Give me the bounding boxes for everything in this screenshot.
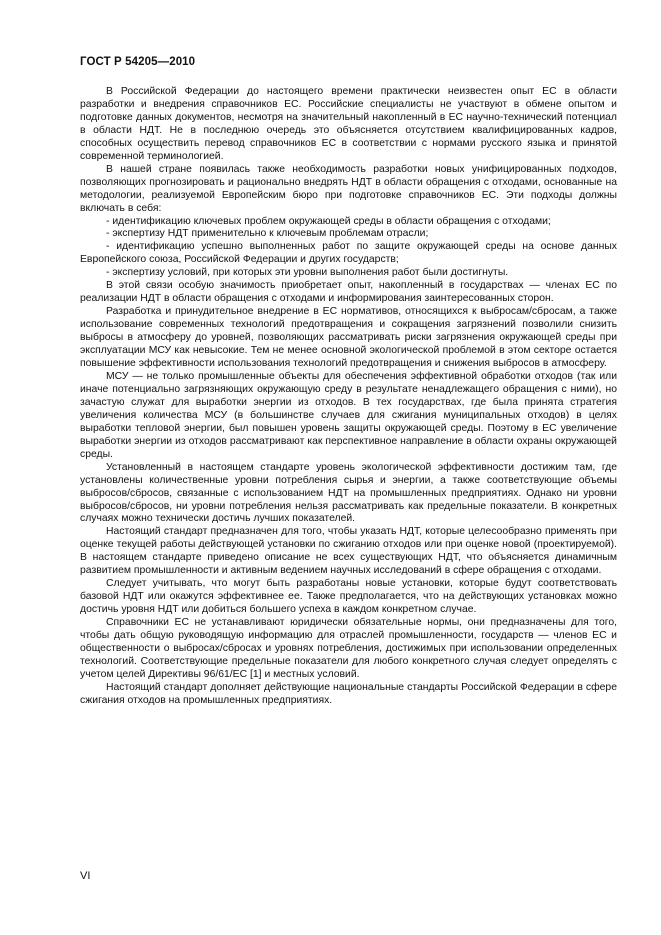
document-code-header: ГОСТ Р 54205—2010 — [80, 56, 196, 68]
page-number: VI — [80, 870, 91, 882]
paragraph: МСУ — не только промышленные объекты для обеспечения эффективной обработки отходов (так или иначе потенциально загрязняющих окружающую среду в результате ненадлежащего обращения с ними), но зачастую служат для выработки энергии из отходов. В тех государствах, где была принята стратегия увеличения количества МСУ (в большинстве случаев для сжигания муниципальных отходов) в целях выработки тепловой энергии, был повышен уровень защиты окружающей среды. Поэтому в ЕС увеличение выработки энергии из отходов рассматривают как перспективное направление в области охраны окружающей среды. — [80, 370, 617, 460]
body-text — [80, 86, 617, 708]
paragraph: Справочники ЕС не устанавливают юридически обязательные нормы, они предназначены для того, чтобы дать общую руководящую информацию для отраслей промышленности, государств — членов ЕС и общественности о выбросах/сбросах и уровнях потребления, достижимых при использовании определенных технологий. Соответствующие предельные показатели для любого конкретного случая следует определять с учетом целей Директивы 96/61/ЕС [1] и местных условий. — [80, 617, 617, 680]
paragraph: Установленный в настоящем стандарте уровень экологической эффективности достижим там, где установлены количественные уровни потребления сырья и энергии, а также соответствующие объемы выбросов/сбросов, связанные с использованием НДТ на промышленных предприятиях. Однако ни уровни выбросов/сбросов, ни уровни потребления нельзя рассматривать как предельные показатели. В конкретных случаях можно технически достичь лучших показателей. — [80, 461, 617, 525]
list-item: - идентификацию ключевых проблем окружающей среды в области обращения с отходами; — [106, 215, 551, 227]
list-item: - экспертизу условий, при которых эти уровни выполнения работ были достигнуты. — [106, 267, 509, 279]
paragraph: В нашей стране появилась также необходимость разработки новых унифицированных подходов, позволяющих прогнозировать и рационально внедрять НДТ в области обращения с отходами, основанные на методологии, реализуемой Европейским бюро при подготовке справочников ЕС. Эти подходы должны включать в себя: — [80, 163, 617, 214]
list-item: - идентификацию успешно выполненных работ по защите окружающей среды на основе данных Европейского союза, Российской Федерации и других государств; — [80, 241, 617, 266]
paragraph: Настоящий стандарт дополняет действующие национальные стандарты Российской Федерации в сфере сжигания отходов на промышленных предприятиях. — [80, 681, 617, 706]
paragraph: Следует учитывать, что могут быть разработаны новые установки, которые будут соответствовать базовой НДТ или окажутся эффективнее ее. Также предполагается, что на действующих установках можно достичь уровня НДТ или добиться большего успеха в каждом конкретном случае. — [80, 578, 617, 616]
list-item: - экспертизу НДТ применительно к ключевым проблемам отрасли; — [106, 228, 429, 240]
paragraph: Настоящий стандарт предназначен для того, чтобы указать НДТ, которые целесообразно применять при оценке текущей работы действующей установки по сжиганию отходов или при оценке новой (проектируемой). В настоящем стандарте приведено описание не всех существующих НДТ, что объясняется динамичным развитием промышленности и активным ведением научных исследований в сфере обращения с отходами. — [80, 526, 617, 577]
paragraph: В Российской Федерации до настоящего времени практически неизвестен опыт ЕС в области разработки и внедрения справочников ЕС. Российские специалисты не участвуют в обмене опытом и подготовке данных документов, несмотря на значительный накопленный в ЕС научно-технический потенциал в области НДТ. Не в последнюю очередь это объясняется отсутствием квалифицированных кадров, способных осуществить перевод справочников ЕС в соответствии с нормами русского языка и принятой современной терминологией. — [80, 86, 617, 162]
paragraph: В этой связи особую значимость приобретает опыт, накопленный в государствах — членах ЕС по реализации НДТ в области обращения с отходами и информирования заинтересованных сторон. — [80, 280, 617, 305]
paragraph: Разработка и принудительное внедрение в ЕС нормативов, относящихся к выбросам/сбросам, а также использование современных технологий предотвращения и сокращения загрязнений позволили снизить выбросы в атмосферу до уровней, позволяющих рассматривать риски загрязнения окружающей среды при эксплуатации МСУ как невысокие. Тем не менее основной экологической проблемой в этом секторе остается повышение эффективности использования технологий предотвращения и снижения выбросов в атмосферу. — [80, 306, 617, 370]
